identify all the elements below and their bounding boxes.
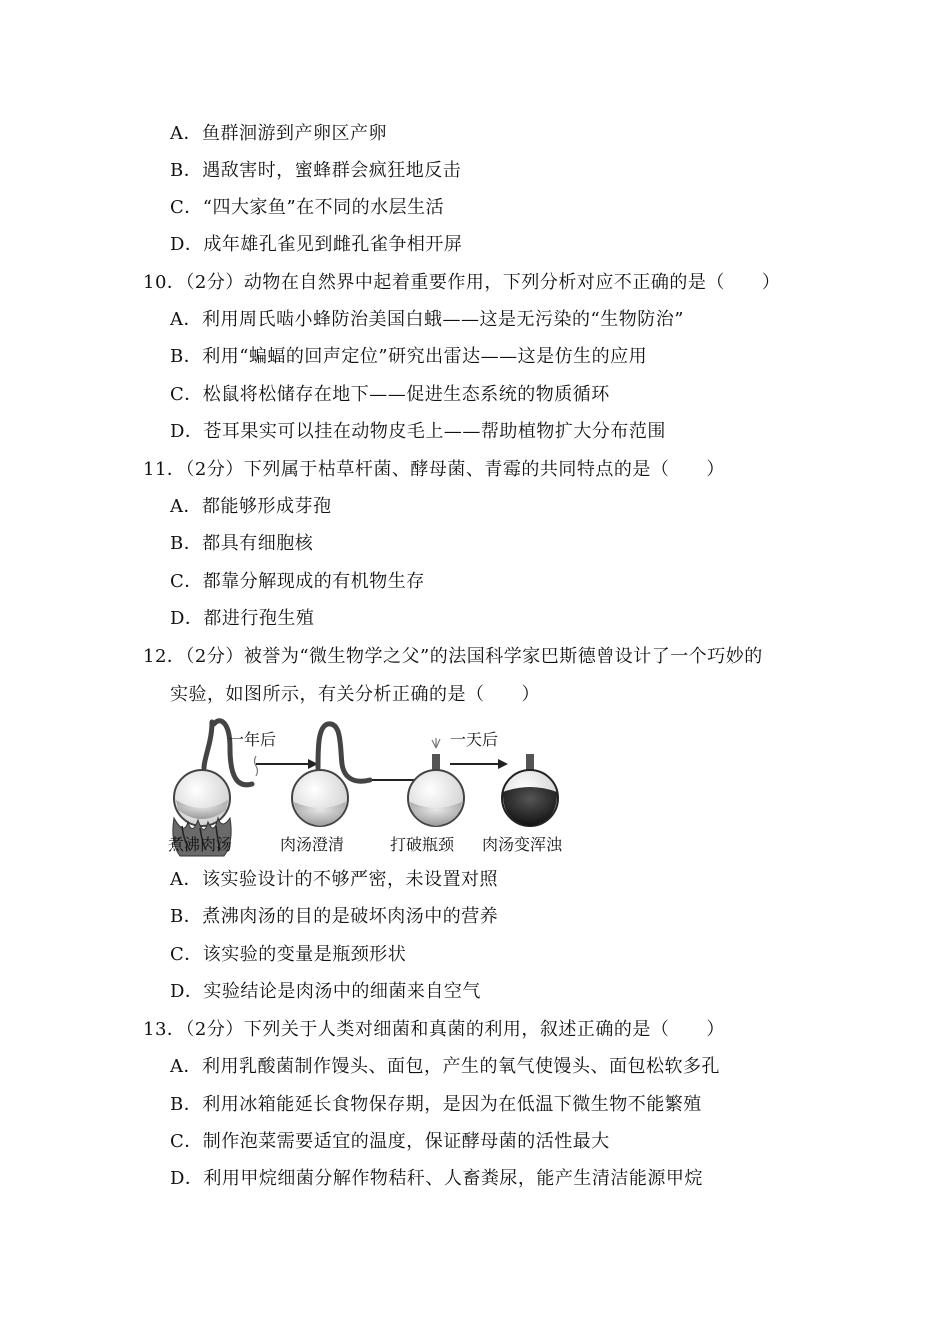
q10-option-d: D．苍耳果实可以挂在动物皮毛上——帮助植物扩大分布范围: [170, 421, 666, 442]
q9-option-d: D．成年雄孔雀见到雌孔雀争相开屏: [170, 234, 463, 255]
q13-option-c: C．制作泡菜需要适宜的温度，保证酵母菌的活性最大: [170, 1131, 610, 1152]
q10-option-b: B．利用“蝙蝠的回声定位”研究出雷达——这是仿生的应用: [170, 346, 648, 367]
arrow-after-one-day: [450, 759, 508, 769]
caption-turbid-broth: 肉汤变浑浊: [482, 835, 563, 854]
q11-stem: 11．（2分）下列属于枯草杆菌、酵母菌、青霉的共同特点的是（ ）: [143, 459, 725, 480]
q10-option-a: A．利用周氏啮小蜂防治美国白蛾——这是无污染的“生物防治”: [170, 309, 684, 330]
q12-stem-line2: 实验，如图所示，有关分析正确的是（ ）: [170, 684, 540, 705]
q12-option-c: C．该实验的变量是瓶颈形状: [170, 944, 407, 965]
flask-4-turbid: [502, 754, 558, 826]
arrow-label-one-day: 一天后: [450, 730, 499, 749]
caption-clear-broth: 肉汤澄清: [280, 835, 345, 854]
q9-option-a: A．鱼群洄游到产卵区产卵: [170, 123, 387, 144]
flask-3-broken-neck: [408, 738, 464, 826]
q12-option-b: B．煮沸肉汤的目的是破坏肉汤中的营养: [170, 906, 499, 927]
q13-option-d: D．利用甲烷细菌分解作物秸秆、人畜粪尿，能产生清洁能源甲烷: [170, 1168, 703, 1189]
caption-boiling-broth: 煮沸肉汤: [168, 835, 233, 854]
q9-option-c: C．“四大家鱼”在不同的水层生活: [170, 197, 445, 218]
q11-option-c: C．都靠分解现成的有机物生存: [170, 571, 425, 592]
q12-stem-line1: 12．（2分）被誉为“微生物学之父”的法国科学家巴斯德曾设计了一个巧妙的: [143, 646, 763, 667]
q10-option-c: C．松鼠将松储存在地下——促进生态系统的物质循环: [170, 384, 610, 405]
q13-stem: 13．（2分）下列关于人类对细菌和真菌的利用，叙述正确的是（ ）: [143, 1019, 725, 1040]
arrow-after-one-year: [256, 759, 318, 769]
q11-option-d: D．都进行孢生殖: [170, 608, 315, 629]
q9-option-b: B．遇敌害时，蜜蜂群会疯狂地反击: [170, 160, 462, 181]
q11-option-a: A．都能够形成芽孢: [170, 496, 332, 517]
q12-option-d: D．实验结论是肉汤中的细菌来自空气: [170, 981, 481, 1002]
flask-2-clear: [292, 724, 370, 826]
q13-option-b: B．利用冰箱能延长食物保存期，是因为在低温下微生物不能繁殖: [170, 1094, 702, 1115]
q13-option-a: A．利用乳酸菌制作馒头、面包，产生的氧气使馒头、面包松软多孔: [170, 1056, 720, 1077]
q11-option-b: B．都具有细胞核: [170, 533, 314, 554]
arrow-label-one-year: 一年后: [228, 730, 277, 749]
q12-option-a: A．该实验设计的不够严密，未设置对照: [170, 869, 498, 890]
caption-break-neck: 打破瓶颈: [390, 835, 455, 854]
q10-stem: 10．（2分）动物在自然界中起着重要作用，下列分析对应不正确的是（ ）: [143, 272, 781, 293]
